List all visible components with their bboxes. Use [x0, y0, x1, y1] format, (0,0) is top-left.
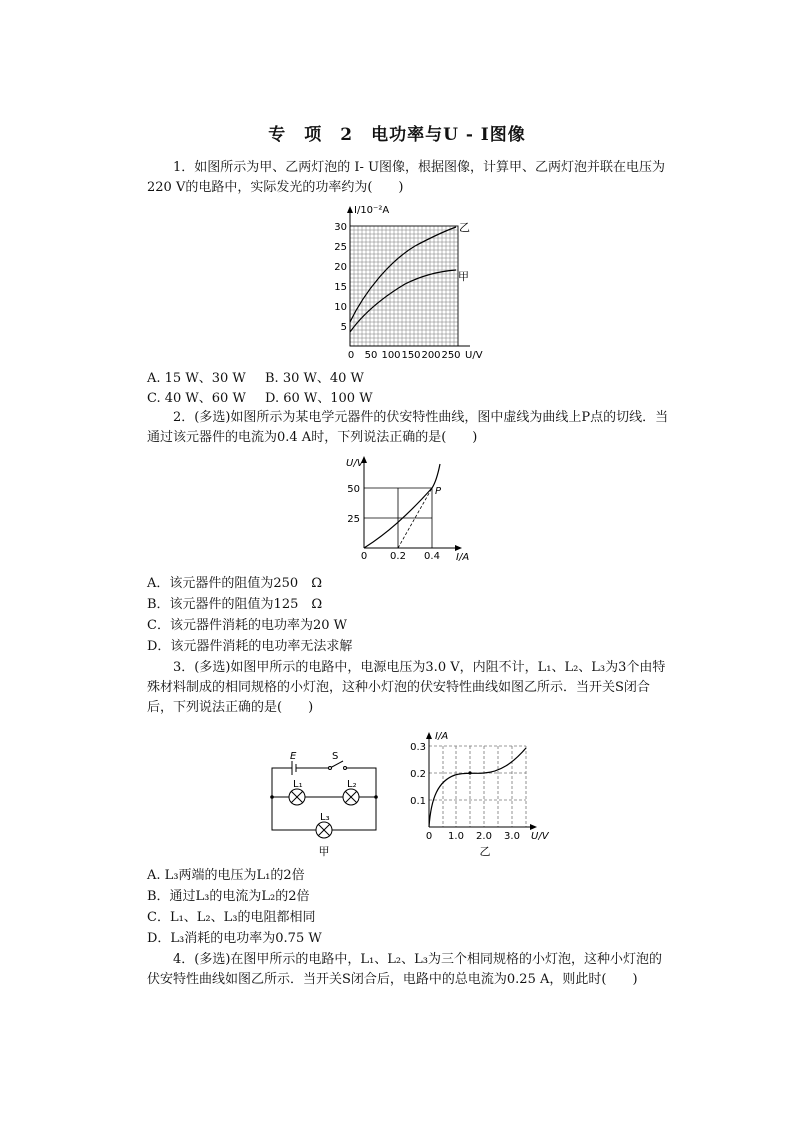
y-tick: 0.1 — [410, 796, 426, 807]
x-tick: 250 — [441, 350, 461, 361]
q1-iu-chart — [330, 196, 500, 362]
chart-caption: 乙 — [479, 845, 491, 858]
q3-option-d: D．L₃消耗的电功率为0.75 W — [147, 931, 322, 946]
y-tick: 20 — [334, 262, 347, 273]
q3-option-b: B．通过L₃的电流为L₂的2倍 — [147, 889, 310, 904]
question-4-stem: 4．(多选)在图甲所示的电路中，L₁、L₂、L₃为三个相同规格的小灯泡，这种小灯泡的伏安特性曲线如图乙所示．当开关S闭合后，电路中的总电流为0.25 A，则此时( ) — [147, 952, 662, 987]
circuit-caption: 甲 — [318, 845, 330, 857]
q1-option-c: C. 40 W、60 W — [147, 391, 246, 406]
q3-circuit-diagram — [265, 745, 385, 857]
x-tick: 0 — [425, 831, 433, 842]
question-2-stem: 2．(多选)如图所示为某电学元器件的伏安特性曲线，图中虚线为曲线上P点的切线．当通过该元器件的电流为0.4 A时，下列说法正确的是( ) — [147, 410, 669, 445]
q1-option-a: A. 15 W、30 W — [147, 371, 246, 386]
q2-option-c: C．该元器件消耗的电功率为20 W — [147, 618, 347, 633]
y-tick: 50 — [347, 484, 360, 495]
y-tick: 25 — [347, 514, 360, 525]
x-tick: 50 — [364, 350, 378, 361]
y-tick: 10 — [334, 302, 347, 313]
q2-ui-chart — [340, 452, 480, 564]
point-p-label: P — [435, 486, 442, 497]
question-3-stem: 3．(多选)如图甲所示的电路中，电源电压为3.0 V，内阻不计，L₁、L₂、L₃为3个由特殊材料制成的相同规格的小灯泡，这种小灯泡的伏安特性曲线如图乙所示．当开关S闭合后，下列说法正确的是( ) — [147, 660, 666, 715]
q3-option-c: C．L₁、L₂、L₃的电阻都相同 — [147, 910, 316, 925]
x-tick: 3.0 — [504, 831, 520, 842]
y-axis-label: U/V — [346, 458, 364, 469]
label-l1: L₁ — [293, 779, 303, 790]
y-tick: 0.2 — [410, 769, 426, 780]
x-tick: 150 — [401, 350, 421, 361]
x-tick: 200 — [421, 350, 441, 361]
x-tick: 0.4 — [424, 551, 440, 562]
y-tick: 30 — [334, 222, 347, 233]
x-tick: 2.0 — [476, 831, 492, 842]
page-title: 专 项 2 电功率与U - I图像 — [268, 125, 526, 145]
question-1-stem: 1．如图所示为甲、乙两灯泡的 I- U图像，根据图像，计算甲、乙两灯泡并联在电压为220 V的电路中，实际发光的功率约为( ) — [147, 160, 666, 195]
y-tick: 5 — [340, 322, 347, 333]
q3-iu-chart — [405, 728, 553, 858]
label-l3: L₃ — [320, 812, 330, 823]
x-axis-label: I/A — [456, 552, 470, 563]
label-s: S — [332, 751, 339, 762]
y-axis-label: I/A — [435, 731, 449, 742]
x-tick: 1.0 — [448, 831, 464, 842]
x-tick: 0.2 — [390, 551, 406, 562]
x-tick-origin: 0 — [347, 350, 355, 361]
x-axis-label: U/V — [531, 831, 549, 842]
y-tick: 0.3 — [410, 742, 426, 753]
x-tick: 100 — [381, 350, 401, 361]
label-e: E — [290, 751, 297, 762]
q2-option-a: A．该元器件的阻值为250 Ω — [147, 576, 322, 591]
label-l2: L₂ — [347, 779, 357, 790]
y-tick: 15 — [334, 282, 347, 293]
q2-option-d: D．该元器件消耗的电功率无法求解 — [147, 639, 353, 654]
q2-option-b: B．该元器件的阻值为125 Ω — [147, 597, 323, 612]
y-tick: 25 — [334, 242, 347, 253]
x-axis-label: U/V — [465, 350, 483, 361]
curve-label-yi: 乙 — [459, 221, 470, 234]
q3-option-a: A. L₃两端的电压为L₁的2倍 — [147, 868, 305, 883]
y-axis-label: I/10⁻²A — [354, 205, 390, 216]
q1-option-d: D. 60 W、100 W — [265, 391, 373, 406]
curve-label-jia: 甲 — [458, 270, 469, 283]
x-tick: 0 — [360, 551, 368, 562]
q1-option-b: B. 30 W、40 W — [265, 371, 364, 386]
